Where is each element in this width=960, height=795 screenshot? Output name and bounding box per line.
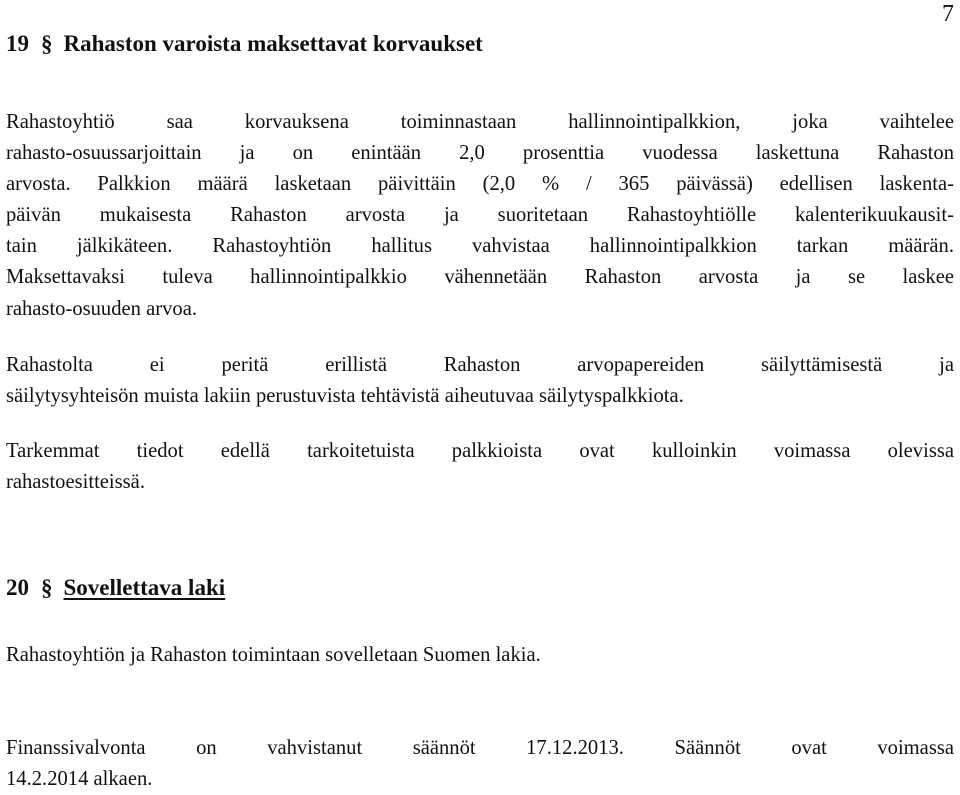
section-19-paragraph-3 bbox=[6, 436, 954, 498]
section-19-paragraph-1 bbox=[6, 107, 954, 325]
text-line: Rahastoyhtiö saa korvauksena toiminnastaan hallinnointipalkkion, joka vaihtelee bbox=[6, 111, 954, 133]
section-20-heading bbox=[6, 574, 225, 602]
text-line: rahasto-osuuden arvoa. bbox=[6, 297, 197, 320]
page-number: 7 bbox=[942, 1, 954, 27]
text-line: Finanssivalvonta on vahvistanut säännöt 17.12.2013. Säännöt ovat voimassa bbox=[6, 737, 954, 759]
section-20-title: Sovellettava laki bbox=[63, 575, 226, 600]
text-line: säilytysyhteisön muista lakiin perustuvista tehtävistä aiheutuvaa säilytyspalkkiota. bbox=[6, 385, 684, 408]
section-19-number: 19 bbox=[6, 31, 29, 56]
section-19-symbol: § bbox=[41, 31, 53, 56]
text-line: Maksettavaksi tuleva hallinnointipalkkio vähennetään Rahaston arvosta ja se laskee bbox=[6, 266, 954, 289]
section-20-paragraph-2 bbox=[6, 733, 954, 795]
text-line: rahasto-osuussarjoittain ja on enintään 2,0 prosenttia vuodessa laskettuna Rahaston bbox=[6, 142, 954, 165]
text-line: Rahastoyhtiön ja Rahaston toimintaan sovelletaan Suomen lakia. bbox=[6, 644, 541, 666]
text-line: rahastoesitteissä. bbox=[6, 471, 145, 494]
section-20-paragraph-1 bbox=[6, 640, 954, 671]
section-20-number: 20 bbox=[6, 575, 29, 600]
text-line: Tarkemmat tiedot edellä tarkoitetuista palkkioista ovat kulloinkin voimassa olevissa bbox=[6, 440, 954, 462]
section-19-title: Rahaston varoista maksettavat korvaukset bbox=[63, 31, 483, 56]
text-line: Rahastolta ei peritä erillistä Rahaston arvopapereiden säilyttämisestä ja bbox=[6, 354, 954, 376]
text-line: tain jälkikäteen. Rahastoyhtiön hallitus vahvistaa hallinnointipalkkion tarkan määrän. bbox=[6, 235, 954, 258]
section-20-symbol: § bbox=[41, 575, 53, 600]
text-line: arvosta. Palkkion määrä lasketaan päivittäin (2,0 % / 365 päivässä) edellisen laskenta- bbox=[6, 173, 954, 196]
section-19-paragraph-2 bbox=[6, 350, 954, 412]
text-line: päivän mukaisesta Rahaston arvosta ja suoritetaan Rahastoyhtiölle kalenterikuukausit- bbox=[6, 204, 954, 227]
section-19-heading bbox=[6, 30, 483, 58]
text-line: 14.2.2014 alkaen. bbox=[6, 768, 153, 791]
